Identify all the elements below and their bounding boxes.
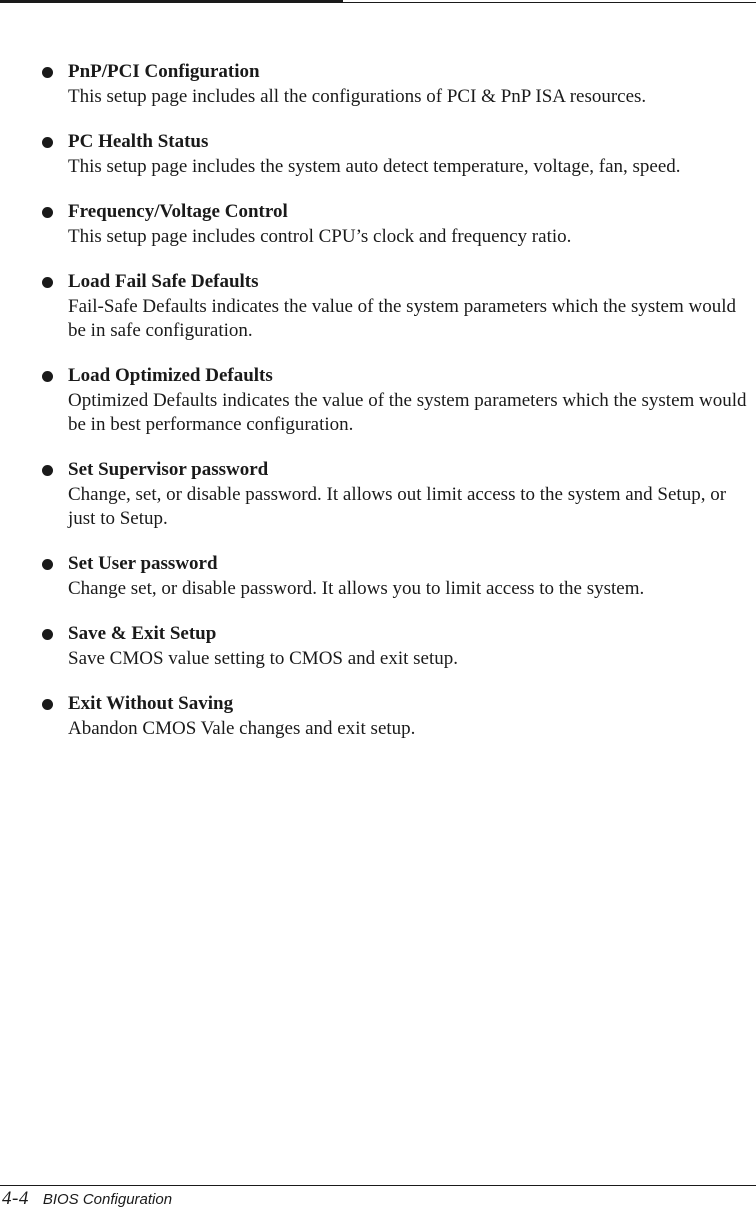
list-item <box>0 59 756 109</box>
bullet-icon <box>42 465 53 476</box>
item-title: Set Supervisor password <box>68 459 269 480</box>
item-title: Load Optimized Defaults <box>68 365 273 386</box>
item-title: Set User password <box>68 553 218 574</box>
item-description: This setup page includes all the configurations of PCI & PnP ISA resources. <box>68 86 647 107</box>
bullet-icon <box>42 371 53 382</box>
list-item <box>0 691 756 741</box>
section-title: BIOS Configuration <box>42 1191 173 1208</box>
list-item <box>0 551 756 601</box>
header-rule-thick <box>0 0 343 3</box>
bullet-icon <box>42 629 53 640</box>
item-description: Optimized Defaults indicates the value of the system parameters which the system would be in best performance configuration. <box>68 390 747 435</box>
footer-rule <box>0 1185 756 1186</box>
item-title: Save & Exit Setup <box>68 623 217 644</box>
item-description: Change set, or disable password. It allows you to limit access to the system. <box>68 578 645 599</box>
item-title: Frequency/Voltage Control <box>68 201 288 222</box>
bullet-icon <box>42 207 53 218</box>
bullet-icon <box>42 137 53 148</box>
item-description: This setup page includes control CPU’s clock and frequency ratio. <box>68 226 572 247</box>
item-title: PC Health Status <box>68 131 209 152</box>
item-title: Exit Without Saving <box>68 693 234 714</box>
bullet-icon <box>42 67 53 78</box>
list-item <box>0 363 756 437</box>
item-description: Fail-Safe Defaults indicates the value of the system parameters which the system would be in safe configuration. <box>68 296 736 341</box>
list-item <box>0 129 756 179</box>
item-description: This setup page includes the system auto detect temperature, voltage, fan, speed. <box>68 156 681 177</box>
item-title: Load Fail Safe Defaults <box>68 271 259 292</box>
bullet-icon <box>42 559 53 570</box>
item-title: PnP/PCI Configuration <box>68 61 260 82</box>
list-item <box>0 269 756 343</box>
list-item <box>0 199 756 249</box>
bios-menu-list <box>0 59 756 761</box>
bullet-icon <box>42 699 53 710</box>
list-item <box>0 457 756 531</box>
page-footer <box>2 1189 172 1210</box>
item-description: Change, set, or disable password. It allows out limit access to the system and Setup, or just to Setup. <box>68 484 727 529</box>
item-description: Abandon CMOS Vale changes and exit setup. <box>68 718 416 739</box>
bullet-icon <box>42 277 53 288</box>
page-number: 4-4 <box>2 1188 29 1209</box>
item-description: Save CMOS value setting to CMOS and exit setup. <box>68 648 459 669</box>
header-rule-thin <box>343 2 756 3</box>
list-item <box>0 621 756 671</box>
